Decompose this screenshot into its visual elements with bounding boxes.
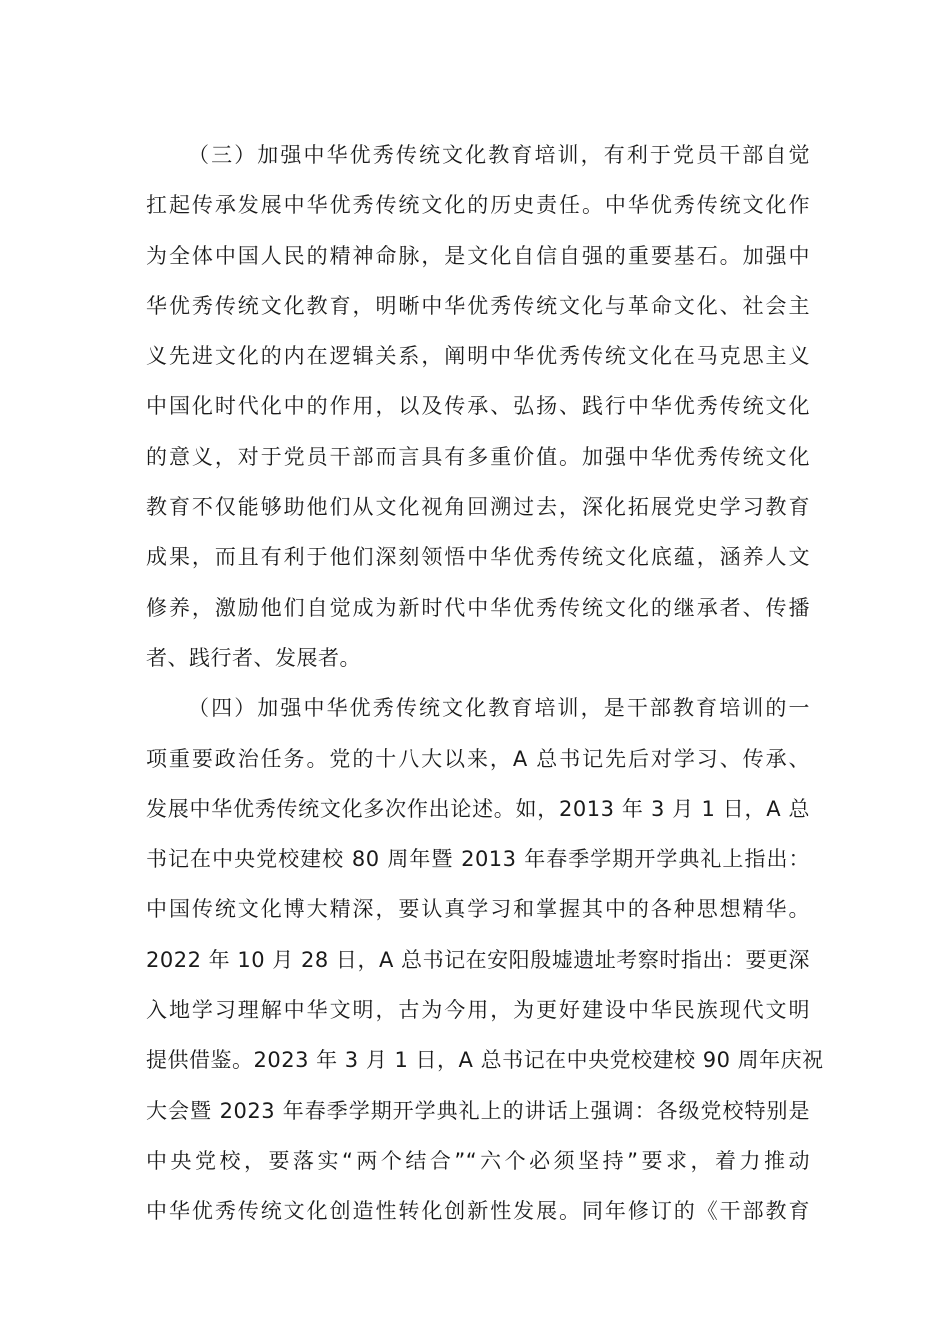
text-line: 提供借鉴。2023 年 3 月 1 日，A 总书记在中央党校建校 90 周年庆祝 (146, 1048, 824, 1073)
text-line: 修养，激励他们自觉成为新时代中华优秀传统文化的继承者、传播 (146, 595, 810, 620)
text-line: 中国传统文化博大精深，要认真学习和掌握其中的各种思想精华。 (146, 897, 810, 922)
text-line: 发展中华优秀传统文化多次作出论述。如，2013 年 3 月 1 日，A 总 (146, 796, 810, 821)
text-line: 2022 年 10 月 28 日，A 总书记在安阳殷墟遗址考察时指出：要更深 (146, 947, 810, 972)
text-line: 大会暨 2023 年春季学期开学典礼上的讲话上强调：各级党校特别是 (146, 1098, 810, 1123)
text-line: 的意义，对于党员干部而言具有多重价值。加强中华优秀传统文化 (146, 444, 810, 469)
text-line: 华优秀传统文化教育，明晰中华优秀传统文化与革命文化、社会主 (146, 293, 810, 318)
body-text (146, 130, 824, 1237)
text-line: 中华优秀传统文化创造性转化创新性发展。同年修订的《干部教育 (146, 1199, 810, 1224)
text-line: 中央党校，要落实“两个结合”“六个必须坚持”要求，着力推动 (146, 1148, 810, 1173)
text-line: 者、践行者、发展者。 (146, 645, 361, 670)
text-line: 项重要政治任务。党的十八大以来，A 总书记先后对学习、传承、 (146, 746, 810, 771)
text-line: 书记在中央党校建校 80 周年暨 2013 年春季学期开学典礼上指出： (146, 847, 810, 872)
text-line: （三）加强中华优秀传统文化教育培训，有利于党员干部自觉 (188, 143, 810, 167)
text-line: （四）加强中华优秀传统文化教育培训，是干部教育培训的一 (188, 696, 810, 721)
text-line: 扛起传承发展中华优秀传统文化的历史责任。中华优秀传统文化作 (146, 193, 810, 218)
text-line: 教育不仅能够助他们从文化视角回溯过去，深化拓展党史学习教育 (146, 495, 810, 520)
text-line: 成果，而且有利于他们深刻领悟中华优秀传统文化底蕴，涵养人文 (146, 545, 810, 570)
text-line: 中国化时代化中的作用，以及传承、弘扬、践行中华优秀传统文化 (146, 394, 810, 419)
text-line: 义先进文化的内在逻辑关系，阐明中华优秀传统文化在马克思主义 (146, 344, 810, 369)
text-line: 入地学习理解中华文明，古为今用，为更好建设中华民族现代文明 (146, 998, 810, 1023)
text-line: 为全体中国人民的精神命脉，是文化自信自强的重要基石。加强中 (146, 243, 810, 268)
